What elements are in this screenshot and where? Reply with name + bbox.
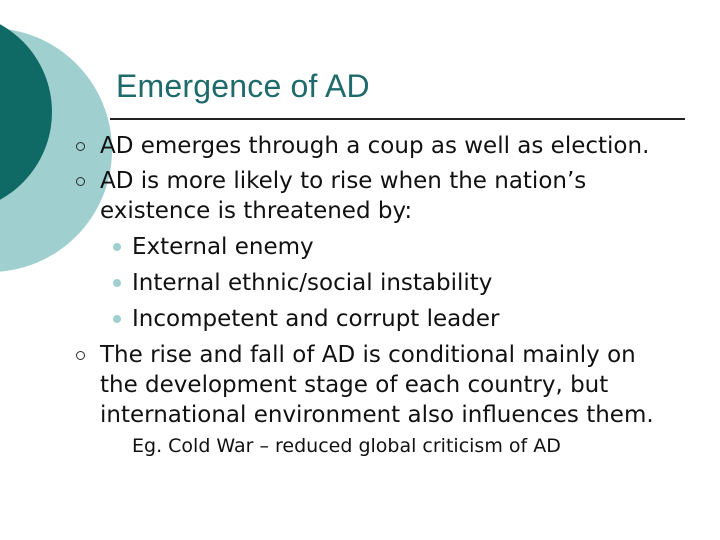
hollow-circle-bullet-icon <box>76 351 85 360</box>
bullet-1-line-1: AD emerges through a coup as well as election. <box>100 133 650 159</box>
example-note: Eg. Cold War – reduced global criticism of AD <box>132 435 561 457</box>
filled-dot-bullet-icon <box>113 243 121 251</box>
sub-bullet-1: External enemy <box>132 234 314 260</box>
bullet-2-line-2: existence is threatened by: <box>100 198 413 224</box>
filled-dot-bullet-icon <box>113 279 121 287</box>
bullet-2-line-1: AD is more likely to rise when the nation’s <box>100 168 587 194</box>
filled-dot-bullet-icon <box>113 315 121 323</box>
sub-bullet-3: Incompetent and corrupt leader <box>132 306 500 332</box>
bullet-3-line-3: international environment also influences them. <box>100 402 654 428</box>
slide-title: Emergence of AD <box>116 68 370 104</box>
hollow-circle-bullet-icon <box>76 142 85 151</box>
sub-bullet-2: Internal ethnic/social instability <box>132 270 493 296</box>
bullet-3-line-1: The rise and fall of AD is conditional mainly on <box>100 342 636 368</box>
bullet-3-line-2: the development stage of each country, but <box>100 372 609 398</box>
hollow-circle-bullet-icon <box>76 177 85 186</box>
